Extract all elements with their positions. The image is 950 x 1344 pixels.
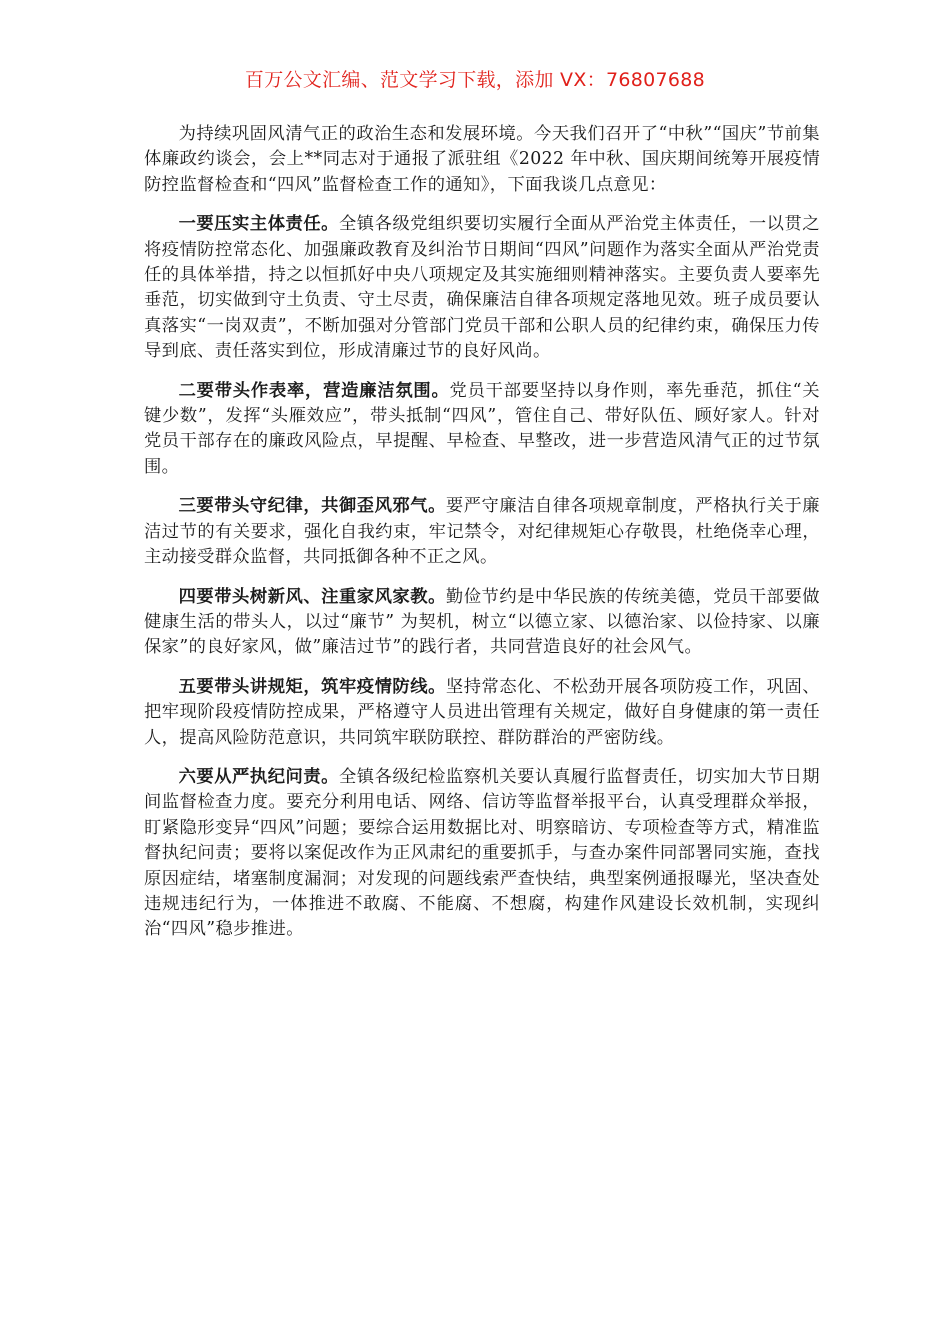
- section-heading-5: 五要带头讲规矩，筑牢疫情防线。: [178, 676, 446, 697]
- document-body: [144, 122, 820, 957]
- section-heading-4: 四要带头树新风、注重家风家教。: [178, 586, 446, 607]
- section-paragraph-4: [144, 585, 820, 661]
- section-paragraph-2: [144, 379, 820, 481]
- section-heading-1: 一要压实主体责任。: [178, 214, 339, 235]
- section-body-3: 要严守廉洁自律各项规章制度，严格执行关于廉洁过节的有关要求，强化自我约束，牢记禁令，对纪律规矩心存敬畏，杜绝侥幸心理，主动接受群众监督，共同抵御各种不正之风。: [144, 496, 820, 568]
- intro-paragraph: 为持续巩固风清气正的政治生态和发展环境。今天我们召开了“中秋”“国庆”节前集体廉政约谈会，会上**同志对于通报了派驻组《2022 年中秋、国庆期间统筹开展疫情防控监督检查和“四风”监督检查工作的通知》，下面我谈几点意见：: [144, 124, 820, 195]
- section-paragraph-1: [144, 212, 820, 364]
- section-heading-3: 三要带头守纪律，共御歪风邪气。: [178, 496, 446, 517]
- download-watermark-header: 百万公文汇编、范文学习下载，添加 VX：76807688: [244, 69, 706, 91]
- section-heading-2: 二要带头作表率，营造廉洁氛围。: [178, 380, 450, 401]
- section-body-5: 坚持常态化、不松劲开展各项防疫工作，巩固、把牢现阶段疫情防控成果，严格遵守人员进出管理有关规定，做好自身健康的第一责任人，提高风险防范意识，共同筑牢联防联控、群防群治的严密防线。: [144, 676, 820, 748]
- section-heading-6: 六要从严执纪问责。: [178, 766, 339, 787]
- section-body-1: 全镇各级党组织要切实履行全面从严治党主体责任，一以贯之将疫情防控常态化、加强廉政教育及纠治节日期间“四风”问题作为落实全面从严治党责任的具体举措，持之以恒抓好中央八项规定及其实施细则精神落实。主要负责人要率先垂范，切实做到守土负责、守土尽责，确保廉洁自律各项规定落地见效。班子成员要认真落实“一岗双责”，不断加强对分管部门党员干部和公职人员的纪律约束，确保压力传导到底、责任落实到位，形成清廉过节的良好风尚。: [144, 214, 820, 362]
- section-body-4: 勤俭节约是中华民族的传统美德，党员干部要做健康生活的带头人，以过“廉节” 为契机，树立“以德立家、以德治家、以俭持家、以廉保家”的良好家风，做”廉洁过节”的践行者，共同营造良好的社会风气。: [144, 586, 820, 658]
- section-paragraph-5: [144, 675, 820, 751]
- section-paragraph-3: [144, 494, 820, 570]
- section-paragraph-6: [144, 765, 820, 943]
- section-body-2: 党员干部要坚持以身作则，率先垂范，抓住“关键少数”，发挥“头雁效应”，带头抵制“四风”，管住自己、带好队伍、顾好家人。针对党员干部存在的廉政风险点，早提醒、早检查、早整改，进一步营造风清气正的过节氛围。: [144, 380, 820, 477]
- section-body-6: 全镇各级纪检监察机关要认真履行监督责任，切实加大节日期间监督检查力度。要充分利用电话、网络、信访等监督举报平台，认真受理群众举报，盯紧隐形变异“四风”问题；要综合运用数据比对、明察暗访、专项检查等方式，精准监督执纪问责；要将以案促改作为正风肃纪的重要抓手，与查办案件同部署同实施，查找原因症结，堵塞制度漏洞；对发现的问题线索严查快结，典型案例通报曝光，坚决查处违规违纪行为，一体推进不敢腐、不能腐、不想腐，构建作风建设长效机制，实现纠治“四风”稳步推进。: [144, 766, 820, 940]
